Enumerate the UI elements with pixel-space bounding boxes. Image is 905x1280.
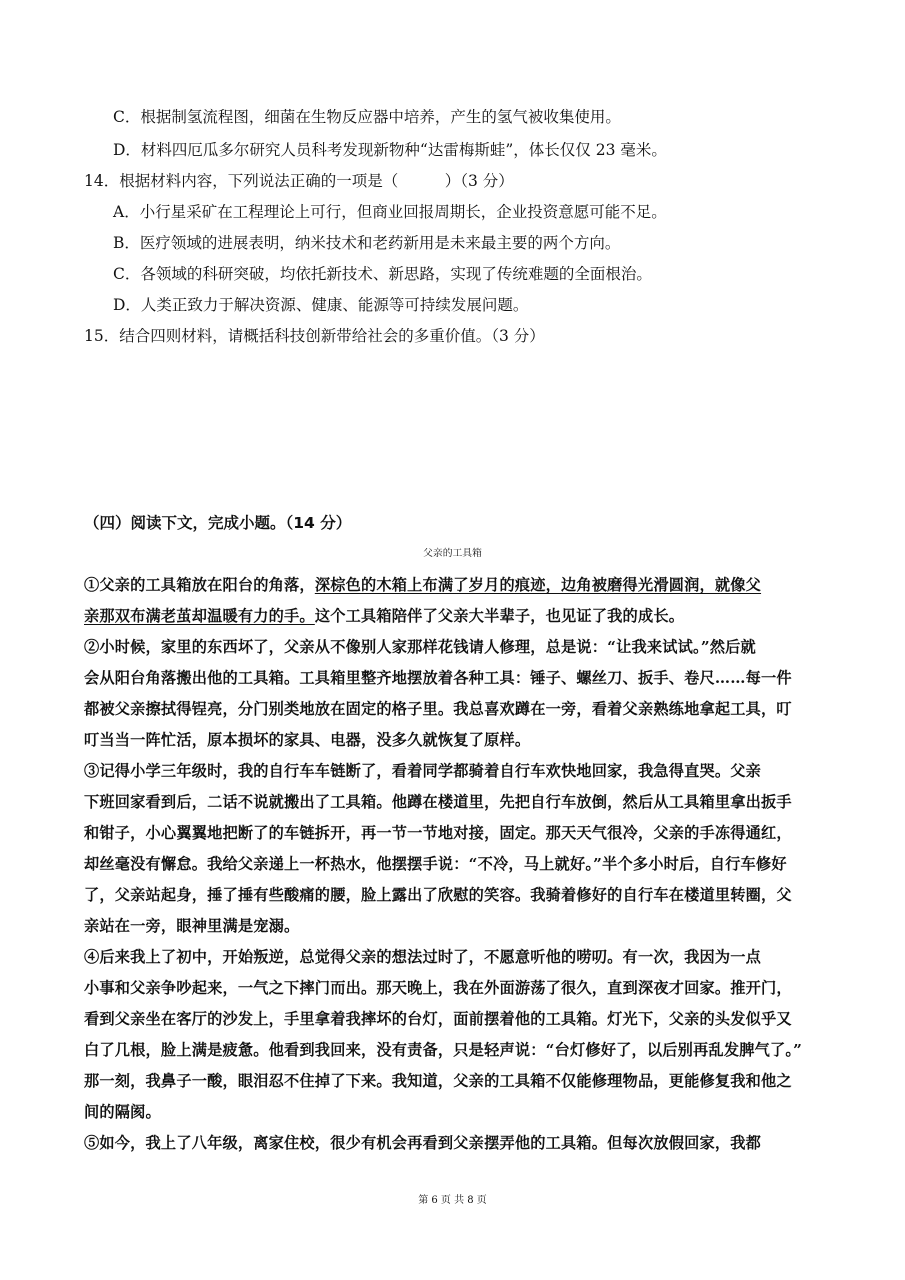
paragraph-1-line-2 [84, 605, 819, 627]
paragraph-2-line-4: 叮当当一阵忙活，原本损坏的家具、电器，没多久就恢复了原样。 [84, 731, 531, 749]
paragraph-5-line-1: ⑤如今，我上了八年级，离家住校，很少有机会再看到父亲摆弄他的工具箱。但每次放假回家，我都 [84, 1134, 762, 1152]
paragraph-4-line-5: 那一刻，我鼻子一酸，眼泪忍不住掉了下来。我知道，父亲的工具箱不仅能修理物品，更能修复我和他之 [84, 1072, 792, 1090]
q14-stem: 14．根据材料内容，下列说法正确的一项是（ ）（3 分） [84, 172, 514, 190]
q13-option-c: C．根据制氢流程图，细菌在生物反应器中培养，产生的氢气被收集使用。 [113, 108, 621, 126]
paragraph-3-line-3: 和钳子，小心翼翼地把断了的车链拆开，再一节一节地对接，固定。那天天气很冷，父亲的手冻得通红， [84, 824, 792, 842]
paragraph-4-line-6: 间的隔阂。 [84, 1103, 161, 1121]
paragraph-4-line-4: 白了几根，脸上满是疲惫。他看到我回来，没有责备，只是轻声说：“台灯修好了，以后别再乱发脾气了。” [84, 1041, 803, 1059]
paragraph-2-line-3: 都被父亲擦拭得锃亮，分门别类地放在固定的格子里。我总喜欢蹲在一旁，看着父亲熟练地拿起工具，叮 [84, 700, 792, 718]
q14-option-d: D．人类正致力于解决资源、健康、能源等可持续发展问题。 [113, 296, 529, 314]
paragraph-1-text: ①父亲的工具箱放在阳台的角落， [84, 576, 315, 594]
paragraph-3-line-5: 了，父亲站起身，捶了捶有些酸痛的腰，脸上露出了欣慰的笑容。我骑着修好的自行车在楼道里转圈，父 [84, 886, 792, 904]
paragraph-2-line-1: ②小时候，家里的东西坏了，父亲从不像别人家那样花钱请人修理，总是说：“让我来试试。”然后就 [84, 638, 756, 656]
paragraph-1-line-1 [84, 574, 819, 596]
q15-stem: 15．结合四则材料，请概括科技创新带给社会的多重价值。（3 分） [84, 327, 545, 345]
section-heading: （四）阅读下文，完成小题。（14 分） [84, 514, 352, 532]
paragraph-4-line-3: 看到父亲坐在客厅的沙发上，手里拿着我摔坏的台灯，面前摆着他的工具箱。灯光下，父亲的头发似乎又 [84, 1010, 792, 1028]
paragraph-3-line-6: 亲站在一旁，眼神里满是宠溺。 [84, 917, 300, 935]
q13-option-d: D．材料四厄瓜多尔研究人员科考发现新物种“达雷梅斯蛙”，体长仅仅 23 毫米。 [113, 141, 667, 159]
underlined-sentence-end: 亲那双布满老茧却温暖有力的手。 [84, 607, 315, 625]
q14-option-a: A．小行星采矿在工程理论上可行，但商业回报周期长，企业投资意愿可能不足。 [113, 203, 667, 221]
page-footer: 第 6 页 共 8 页 [418, 1195, 487, 1206]
paragraph-4-line-1: ④后来我上了初中，开始叛逆，总觉得父亲的想法过时了，不愿意听他的唠叨。有一次，我因为一点 [84, 948, 762, 966]
paragraph-3-line-4: 却丝毫没有懈怠。我给父亲递上一杯热水，他摆摆手说：“不冷，马上就好。”半个多小时后，自行车修好 [84, 855, 787, 873]
paragraph-3-line-2: 下班回家看到后，二话不说就搬出了工具箱。他蹲在楼道里，先把自行车放倒，然后从工具箱里拿出扳手 [84, 793, 792, 811]
paragraph-3-line-1: ③记得小学三年级时，我的自行车车链断了，看着同学都骑着自行车欢快地回家，我急得直哭。父亲 [84, 762, 762, 780]
underlined-sentence: 深棕色的木箱上布满了岁月的痕迹，边角被磨得光滑圆润，就像父 [314, 576, 762, 594]
q14-option-c: C．各领域的科研突破，均依托新技术、新思路，实现了传统难题的全面根治。 [113, 265, 652, 283]
paragraph-2-line-2: 会从阳台角落搬出他的工具箱。工具箱里整齐地摆放着各种工具：锤子、螺丝刀、扳手、卷尺……每一件 [84, 669, 792, 687]
paragraph-4-line-2: 小事和父亲争吵起来，一气之下摔门而出。那天晚上，我在外面游荡了很久，直到深夜才回家。推开门， [84, 979, 792, 997]
passage-title: 父亲的工具箱 [423, 548, 482, 559]
q14-option-b: B．医疗领域的进展表明，纳米技术和老药新用是未来最主要的两个方向。 [113, 234, 621, 252]
paragraph-1-text: 这个工具箱陪伴了父亲大半辈子，也见证了我的成长。 [314, 607, 685, 625]
